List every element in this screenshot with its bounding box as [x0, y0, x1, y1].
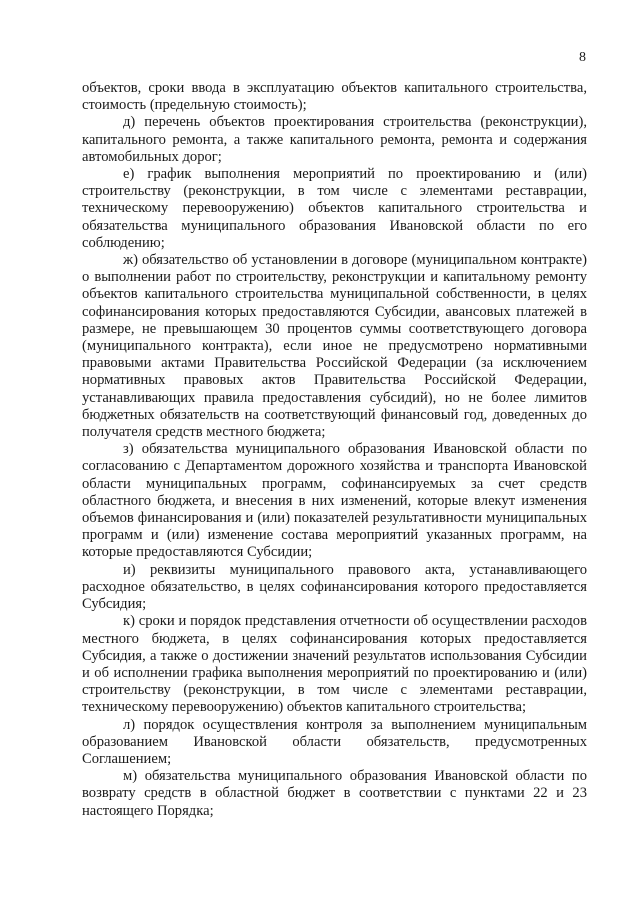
- paragraph-item-zh: ж) обязательство об установлении в договоре (муниципальном контракте) о выполнении работ по строительству, реконструкции и капитальному ремонту объектов капитального строительства муниципальной собственности, в целях софинансирования которых предоставляются Субсидии, авансовых платежей в размере, не превышающем 30 процентов суммы соответствующего договора (муниципального контракта), если иное не предусмотрено нормативными правовыми актами Правительства Российской Федерации (за исключением нормативных правовых актов Правительства Российской Федерации, устанавливающих правила предоставления субсидий), но не более лимитов бюджетных обязательств на соответствующий финансовый год, доведенных до получателя средств местного бюджета;: [82, 252, 587, 441]
- page-number: 8: [579, 50, 586, 65]
- paragraph-continuation: объектов, сроки ввода в эксплуатацию объектов капитального строительства, стоимость (предельную стоимость);: [82, 80, 587, 114]
- paragraph-item-e: е) график выполнения мероприятий по проектированию и (или) строительству (реконструкции, в том числе с элементами реставрации, техническому перевооружению) объектов капитального строительства и обязательства муниципального образования Ивановской области по его соблюдению;: [82, 166, 587, 251]
- paragraph-item-d: д) перечень объектов проектирования строительства (реконструкции), капитального ремонта, а также капитального ремонта, ремонта и содержания автомобильных дорог;: [82, 114, 587, 165]
- paragraph-item-k: к) сроки и порядок представления отчетности об осуществлении расходов местного бюджета, в целях софинансирования которых предоставляется Субсидия, а также о достижении значений результатов использования Субсидии и об исполнении графика выполнения мероприятий по проектированию и (или) строительству (реконструкции, в том числе с элементами реставрации, техническому перевооружению) объектов капитального строительства;: [82, 613, 587, 716]
- document-body: [82, 80, 587, 820]
- paragraph-item-i: и) реквизиты муниципального правового акта, устанавливающего расходное обязательство, в целях софинансирования которого предоставляется Субсидия;: [82, 561, 587, 613]
- paragraph-item-m: м) обязательства муниципального образования Ивановской области по возврату средств в областной бюджет в соответствии с пунктами 22 и 23 настоящего Порядка;: [82, 768, 587, 819]
- paragraph-item-l: л) порядок осуществления контроля за выполнением муниципальным образованием Ивановской области обязательств, предусмотренных Соглашением;: [82, 716, 587, 767]
- paragraph-item-z: з) обязательства муниципального образования Ивановской области по согласованию с Департаментом дорожного хозяйства и транспорта Ивановской области муниципальных программ, софинансируемых за счет средств областного бюджета, и внесения в них изменений, которые влекут изменения объемов финансирования и (или) показателей результативности муниципальных программ и (или) изменение состава мероприятий указанных программ, на которые предоставляются Субсидии;: [82, 441, 587, 561]
